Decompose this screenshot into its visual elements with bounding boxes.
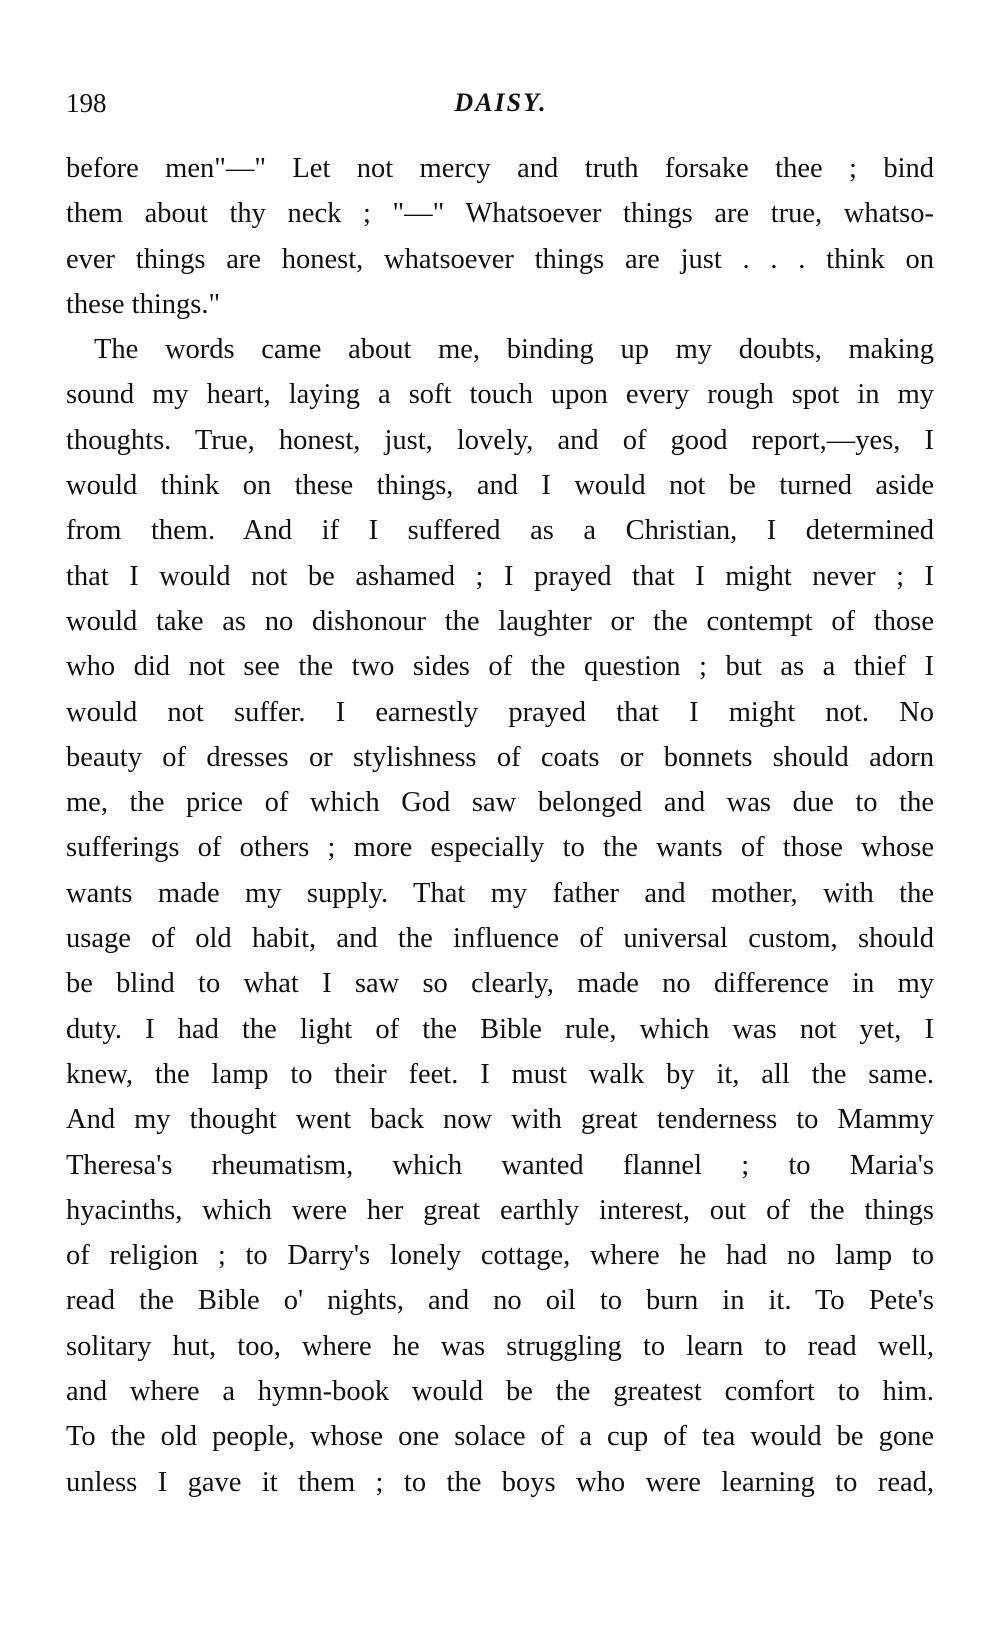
text-line: hyacinths, which were her great earthly interest, out of the things	[66, 1194, 934, 1226]
page-header	[66, 88, 936, 128]
text-line: read the Bible o' nights, and no oil to burn in it. To Pete's	[66, 1285, 934, 1317]
text-line: that I would not be ashamed ; I prayed that I might never ; I	[66, 560, 934, 592]
text-line: be blind to what I saw so clearly, made no difference in my	[66, 968, 934, 1000]
text-line: before men"—" Let not mercy and truth forsake thee ; bind	[66, 153, 934, 184]
text-line: duty. I had the light of the Bible rule, which was not yet, I	[66, 1013, 934, 1045]
text-line: knew, the lamp to their feet. I must walk by it, all the same.	[66, 1058, 934, 1090]
text-line: beauty of dresses or stylishness of coats or bonnets should adorn	[66, 741, 934, 773]
text-line: sound my heart, laying a soft touch upon every rough spot in my	[66, 379, 934, 411]
text-line: me, the price of which God saw belonged and was due to the	[66, 787, 934, 819]
text-line: wants made my supply. That my father and mother, with the	[66, 877, 934, 909]
body-text	[66, 146, 934, 1505]
text-line: usage of old habit, and the influence of universal custom, should	[66, 923, 934, 955]
text-line: would think on these things, and I would not be turned aside	[66, 470, 934, 502]
text-line: of religion ; to Darry's lonely cottage, where he had no lamp to	[66, 1240, 934, 1272]
text-line: them about thy neck ; "—" Whatsoever things are true, whatso-	[66, 198, 934, 230]
text-line: would not suffer. I earnestly prayed that I might not. No	[66, 696, 934, 728]
text-line: these things."	[66, 288, 221, 320]
text-line: Theresa's rheumatism, which wanted flannel ; to Maria's	[66, 1149, 934, 1181]
running-title: DAISY.	[454, 88, 548, 117]
text-line: unless I gave it them ; to the boys who were learning to read,	[66, 1466, 934, 1498]
text-line: solitary hut, too, where he was struggling to learn to read well,	[66, 1330, 934, 1362]
text-line: The words came about me, binding up my doubts, making	[94, 334, 934, 366]
page-number: 198	[66, 88, 107, 118]
text-line: thoughts. True, honest, just, lovely, and of good report,—yes, I	[66, 424, 934, 456]
text-line: who did not see the two sides of the question ; but as a thief I	[66, 651, 934, 683]
text-line: and where a hymn-book would be the greatest comfort to him.	[66, 1376, 934, 1408]
text-line: To the old people, whose one solace of a cup of tea would be gone	[66, 1421, 934, 1453]
text-line: ever things are honest, whatsoever things are just . . . think on	[66, 243, 934, 275]
text-line: And my thought went back now with great tenderness to Mammy	[66, 1104, 934, 1136]
text-line: from them. And if I suffered as a Christian, I determined	[66, 515, 934, 547]
text-line: sufferings of others ; more especially to the wants of those whose	[66, 832, 934, 864]
text-line: would take as no dishonour the laughter or the contempt of those	[66, 605, 934, 637]
